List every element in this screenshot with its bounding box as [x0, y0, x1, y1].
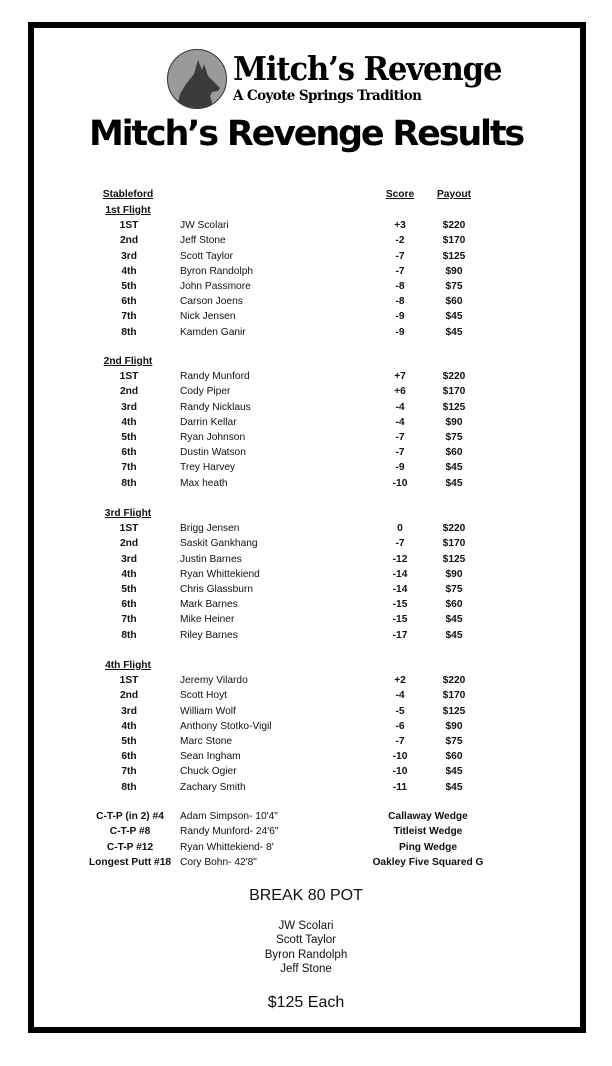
player-name: Justin Barnes — [180, 553, 242, 565]
score: +7 — [394, 371, 406, 383]
player-name: Carson Joens — [180, 296, 243, 308]
break80-name: Scott Taylor — [276, 934, 336, 947]
coyote-head-icon — [167, 49, 227, 109]
payout: $220 — [442, 523, 466, 535]
score: -12 — [392, 553, 408, 565]
place: 7th — [121, 462, 137, 474]
score: +6 — [394, 386, 406, 398]
break80-amount: $125 Each — [267, 994, 345, 1011]
payout: $45 — [445, 326, 463, 338]
player-name: Anthony Stotko-Vigil — [180, 720, 272, 732]
score: -15 — [392, 599, 408, 611]
score: -17 — [392, 629, 408, 641]
payout: $60 — [445, 599, 463, 611]
payout: $45 — [445, 477, 463, 489]
player-name: Saskit Gankhang — [180, 538, 258, 550]
payout: $170 — [442, 690, 466, 702]
score: -5 — [395, 705, 405, 717]
contest-prize: Ping Wedge — [398, 841, 458, 853]
payout-header: Payout — [437, 189, 471, 200]
score: -4 — [395, 401, 405, 413]
player-name: Mark Barnes — [180, 599, 238, 611]
place: 8th — [121, 326, 137, 338]
page-border — [28, 22, 586, 1033]
payout: $125 — [442, 705, 466, 717]
score: -9 — [395, 311, 405, 323]
player-name: Byron Randolph — [180, 265, 254, 277]
player-name: Nick Jensen — [180, 311, 236, 323]
player-name: Randy Nicklaus — [180, 401, 251, 413]
player-name: Jeremy Vilardo — [180, 675, 248, 687]
score: 0 — [397, 523, 403, 535]
score: -14 — [392, 568, 408, 580]
payout: $60 — [445, 751, 463, 763]
payout: $125 — [442, 250, 466, 262]
player-name: William Wolf — [180, 705, 236, 717]
payout: $45 — [445, 629, 463, 641]
score: -8 — [395, 281, 405, 292]
place: 7th — [121, 614, 137, 626]
place: 4th — [121, 416, 137, 428]
payout: $45 — [445, 311, 463, 323]
payout: $60 — [445, 447, 463, 459]
player-name: Max heath — [180, 477, 228, 489]
player-name: Kamden Ganir — [180, 326, 246, 338]
payout: $170 — [442, 235, 466, 247]
place: 8th — [121, 477, 137, 489]
score: +3 — [394, 220, 406, 232]
score: -10 — [392, 477, 408, 489]
place: 5th — [121, 281, 137, 292]
player-name: Chuck Ogier — [180, 766, 237, 778]
contest-winner: Cory Bohn- 42'8" — [180, 856, 257, 868]
format-header: Stableford — [102, 189, 154, 200]
payout: $220 — [442, 220, 466, 232]
payout: $125 — [442, 401, 466, 413]
place: 8th — [121, 781, 137, 793]
place: 2nd — [119, 235, 139, 247]
player-name: John Passmore — [180, 281, 251, 292]
page-title: Mitch’s Revenge Results — [88, 114, 524, 154]
payout: $45 — [445, 781, 463, 793]
place: 4th — [121, 265, 137, 277]
player-name: Ryan Johnson — [180, 432, 246, 443]
place: 6th — [121, 296, 137, 308]
contest-label: C-T-P (in 2) #4 — [96, 811, 164, 822]
payout: $45 — [445, 462, 463, 474]
score: -7 — [395, 447, 405, 459]
score: -10 — [392, 751, 408, 763]
place: 6th — [121, 447, 137, 459]
payout: $45 — [445, 614, 463, 626]
payout: $75 — [445, 584, 463, 595]
place: 3rd — [121, 705, 137, 717]
payout: $220 — [442, 371, 466, 383]
payout: $45 — [445, 766, 463, 778]
payout: $90 — [445, 568, 463, 580]
player-name: Darrin Kellar — [180, 416, 237, 428]
place: 7th — [121, 311, 137, 323]
contest-winner: Ryan Whittekiend- 8' — [180, 841, 274, 853]
player-name: Randy Munford — [180, 371, 250, 383]
payout: $90 — [445, 416, 463, 428]
break80-name: Byron Randolph — [264, 948, 348, 961]
payout: $75 — [445, 736, 463, 747]
score: -2 — [395, 235, 405, 247]
score: -9 — [395, 462, 405, 474]
score: -7 — [395, 250, 405, 262]
contest-prize: Titleist Wedge — [393, 826, 463, 838]
score: +2 — [394, 675, 406, 687]
score: -8 — [395, 296, 405, 308]
score: -7 — [395, 432, 405, 443]
contest-prize: Oakley Five Squared G — [372, 856, 484, 868]
player-name: Zachary Smith — [180, 781, 246, 793]
place: 5th — [121, 736, 137, 747]
place: 8th — [121, 629, 137, 641]
contest-winner: Adam Simpson- 10'4" — [180, 811, 278, 822]
flight-title: 3rd Flight — [104, 508, 152, 519]
flight-title: 1st Flight — [105, 205, 151, 216]
contest-label: C-T-P #8 — [109, 826, 151, 838]
score: -9 — [395, 326, 405, 338]
payout: $90 — [445, 720, 463, 732]
score: -10 — [392, 766, 408, 778]
place: 1ST — [119, 371, 139, 383]
player-name: Cody Piper — [180, 386, 231, 398]
place: 5th — [121, 432, 137, 443]
place: 7th — [121, 766, 137, 778]
player-name: Dustin Watson — [180, 447, 246, 459]
player-name: Chris Glassburn — [180, 584, 254, 595]
payout: $90 — [445, 265, 463, 277]
player-name: JW Scolari — [180, 220, 229, 232]
break80-name: JW Scolari — [278, 920, 334, 932]
player-name: Sean Ingham — [180, 751, 241, 763]
player-name: Marc Stone — [180, 736, 233, 747]
place: 2nd — [119, 538, 139, 550]
payout: $125 — [442, 553, 466, 565]
score: -6 — [395, 720, 405, 732]
flight-title: 2nd Flight — [103, 356, 153, 367]
payout: $75 — [445, 281, 463, 292]
payout: $220 — [442, 675, 466, 687]
payout: $170 — [442, 538, 466, 550]
place: 2nd — [119, 386, 139, 398]
payout: $60 — [445, 296, 463, 308]
contest-label: C-T-P #12 — [106, 841, 154, 853]
score-header: Score — [385, 189, 415, 200]
place: 6th — [121, 751, 137, 763]
score: -4 — [395, 690, 405, 702]
player-name: Mike Heiner — [180, 614, 235, 626]
payout: $170 — [442, 386, 466, 398]
place: 2nd — [119, 690, 139, 702]
place: 1ST — [119, 523, 139, 535]
payout: $75 — [445, 432, 463, 443]
logo — [167, 48, 502, 112]
place: 1ST — [119, 675, 139, 687]
place: 1ST — [119, 220, 139, 232]
player-name: Scott Taylor — [180, 250, 234, 262]
place: 3rd — [121, 250, 137, 262]
place: 4th — [121, 568, 137, 580]
place: 3rd — [121, 553, 137, 565]
break80-title: BREAK 80 POT — [249, 887, 363, 904]
contest-prize: Callaway Wedge — [388, 811, 468, 822]
player-name: Riley Barnes — [180, 629, 238, 641]
logo-subtitle: A Coyote Springs Tradition — [233, 88, 422, 104]
player-name: Ryan Whittekiend — [180, 568, 260, 580]
score: -11 — [392, 781, 408, 793]
player-name: Trey Harvey — [180, 462, 236, 474]
contest-winner: Randy Munford- 24'6" — [180, 826, 279, 838]
score: -14 — [392, 584, 408, 595]
place: 4th — [121, 720, 137, 732]
score: -7 — [395, 538, 405, 550]
player-name: Scott Hoyt — [180, 690, 227, 702]
break80-name: Jeff Stone — [280, 962, 332, 975]
flight-title: 4th Flight — [105, 660, 151, 671]
score: -4 — [395, 416, 405, 428]
place: 6th — [121, 599, 137, 611]
score: -15 — [392, 614, 408, 626]
contest-label: Longest Putt #18 — [88, 856, 172, 868]
player-name: Brigg Jensen — [180, 523, 240, 535]
score: -7 — [395, 736, 405, 747]
place: 3rd — [121, 401, 137, 413]
logo-title: Mitch’s Revenge — [233, 49, 502, 88]
score: -7 — [395, 265, 405, 277]
place: 5th — [121, 584, 137, 595]
player-name: Jeff Stone — [180, 235, 226, 247]
